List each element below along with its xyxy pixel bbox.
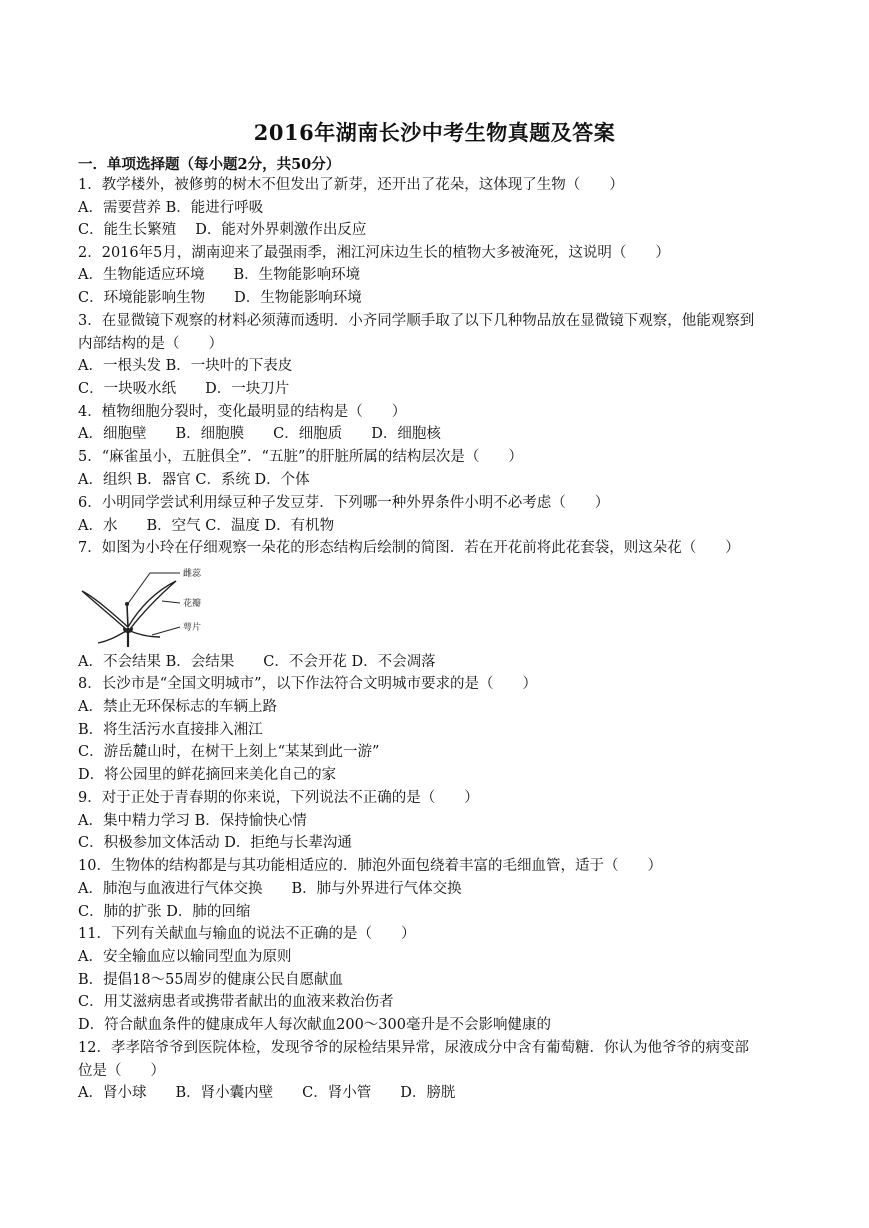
text-line: 4．植物细胞分裂时，变化最明显的结构是（ ） — [78, 404, 407, 420]
label-petal: 花瓣 — [183, 599, 202, 609]
label-pistil: 雌蕊 — [183, 569, 202, 579]
text-line: A．禁止无环保标志的车辆上路 — [78, 699, 277, 715]
text-line: B．提倡18～55周岁的健康公民自愿献血 — [78, 972, 344, 988]
text-line: 3．在显微镜下观察的材料必须薄而透明．小齐同学顺手取了以下几种物品放在显微镜下观察，他能观察到 — [78, 313, 755, 329]
text-line: 7．如图为小玲在仔细观察一朵花的形态结构后绘制的简图．若在开花前将此花套袋，则这朵花（ ） — [78, 540, 740, 556]
text-line: 12．孝孝陪爷爷到医院体检，发现爷爷的尿检结果异常，尿液成分中含有葡萄糖．你认为他爷爷的病变部 — [78, 1040, 749, 1056]
text-line: C．积极参加文体活动 D．拒绝与长辈沟通 — [78, 835, 352, 851]
text-line: A．不会结果 B．会结果 C．不会开花 D．不会凋落 — [78, 654, 436, 670]
text-line: 5．“麻雀虽小，五脏俱全”．“五脏”的肝脏所属的结构层次是（ ） — [78, 449, 523, 465]
text-line: 1．教学楼外，被修剪的树木不但发出了新芽，还开出了花朵，这体现了生物（ ） — [78, 177, 624, 193]
text-line: 8．长沙市是“全国文明城市”，以下作法符合文明城市要求的是（ ） — [78, 676, 538, 692]
text-line: A．集中精力学习 B．保持愉快心情 — [78, 813, 307, 829]
text-line: 位是（ ） — [78, 1063, 165, 1079]
petal-left — [82, 591, 128, 629]
text-line: 9．对于正处于青春期的你来说，下列说法不正确的是（ ） — [78, 790, 479, 806]
text-line: 10．生物体的结构都是与其功能相适应的．肺泡外面包绕着丰富的毛细血管，适于（ ） — [78, 858, 662, 874]
text-line: C．用艾滋病患者或携带者献出的血液来救治伤者 — [78, 994, 394, 1010]
page-title: 2016年湖南长沙中考生物真题及答案 — [253, 120, 616, 145]
text-line: 2．2016年5月，湖南迎来了最强雨季，湘江河床边生长的植物大多被淹死，这说明（ ） — [78, 245, 670, 261]
text-line: D．将公园里的鲜花摘回来美化自己的家 — [78, 767, 337, 783]
text-line: A．安全输血应以输同型血为原则 — [78, 949, 292, 965]
text-line: 6．小明同学尝试利用绿豆种子发豆芽．下列哪一种外界条件小明不必考虑（ ） — [78, 495, 610, 511]
flower-diagram-svg — [80, 561, 220, 647]
text-line: A．细胞壁 B．细胞膜 C．细胞质 D．细胞核 — [78, 426, 441, 442]
section-heading: 一．单项选择题（每小题2分，共50分） — [78, 156, 341, 173]
text-line: C．肺的扩张 D．肺的回缩 — [78, 904, 251, 920]
text-line: C．环境能影响生物 D．生物能影响环境 — [78, 290, 362, 306]
text-line: A．肺泡与血液进行气体交换 B．肺与外界进行气体交换 — [78, 881, 462, 897]
text-line: A．肾小球 B．肾小囊内壁 C．肾小管 D．膀胱 — [78, 1085, 456, 1101]
text-line: A．生物能适应环境 B．生物能影响环境 — [78, 267, 361, 283]
leader-line-sepal — [152, 627, 180, 635]
text-line: D．符合献血条件的健康成年人每次献血200～300毫升是不会影响健康的 — [78, 1017, 551, 1033]
text-line: A．需要营养 B．能进行呼吸 — [78, 200, 264, 216]
text-line: A．组织 B．器官 C．系统 D．个体 — [78, 472, 310, 488]
label-sepal: 萼片 — [183, 623, 202, 633]
petal-right — [128, 581, 176, 629]
text-line: C．能生长繁殖 D．能对外界刺激作出反应 — [78, 222, 367, 238]
text-line: 内部结构的是（ ） — [78, 336, 223, 352]
text-line: C．游岳麓山时，在树干上刻上“某某到此一游” — [78, 744, 380, 760]
pistil-style — [127, 605, 128, 627]
flower-diagram — [80, 561, 220, 647]
leader-line-petal — [162, 601, 180, 603]
text-line: B．将生活污水直接排入湘江 — [78, 722, 263, 738]
text-line: A．水 B．空气 C．温度 D．有机物 — [78, 518, 335, 534]
text-line: 11．下列有关献血与输血的说法不正确的是（ ） — [78, 926, 416, 942]
text-line: C．一块吸水纸 D．一块刀片 — [78, 381, 290, 397]
sepal-left — [98, 631, 126, 643]
text-line: A．一根头发 B．一块叶的下表皮 — [78, 358, 293, 374]
